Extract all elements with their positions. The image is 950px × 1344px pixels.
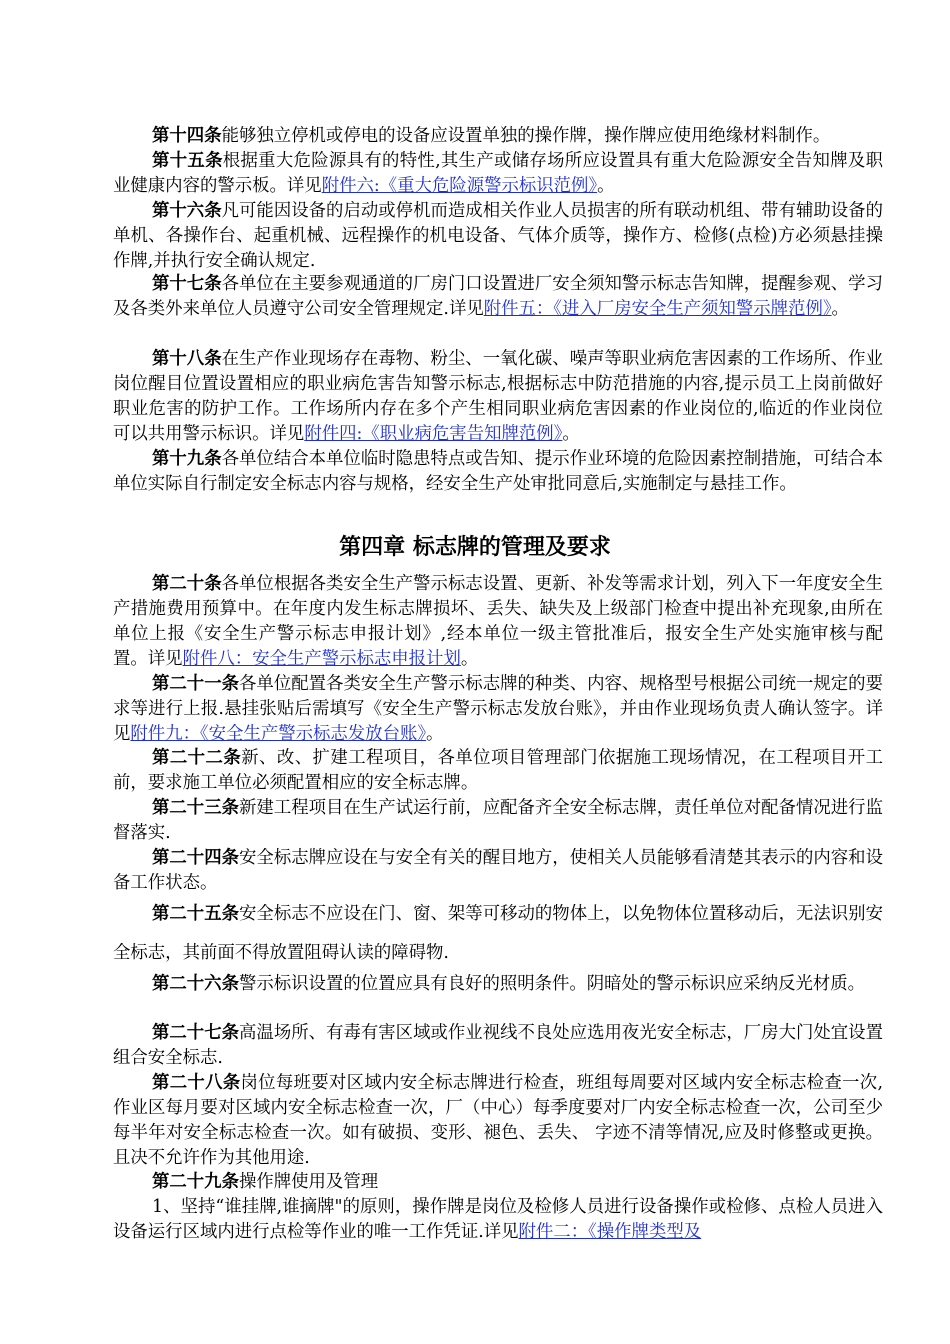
article-label: 第十五条 (152, 151, 223, 171)
annex-link[interactable]: 附件八：安全生产警示标志申报计划 (182, 649, 461, 669)
article-text: 警示标识设置的位置应具有良好的照明条件。阴暗处的警示标识应采纳反光材质。 (238, 974, 866, 994)
article-label: 第二十七条 (152, 1023, 240, 1043)
article-text: 安全标志牌应设在与安全有关的醒目地方，使相关人员能够看清楚其表示的内容和设备工作状态。 (113, 848, 883, 893)
article-23 (113, 796, 883, 846)
article-25 (113, 895, 883, 973)
article-22 (113, 746, 883, 796)
article-text: 操作牌使用及管理 (238, 1172, 379, 1192)
article-text: 凡可能因设备的启动或停机而造成相关作业人员损害的所有联动机组、带有辅助设备的单机、各操作台、起重机械、远程操作的机电设备、气体介质等，操作方、检修(点检)方必须悬挂操作牌,并执行安全确认规定. (113, 201, 883, 271)
annex-link[interactable]: 附件四:《职业病危害告知牌范例》 (304, 424, 563, 444)
article-label: 第二十三条 (152, 798, 240, 818)
article-tail: 。 (597, 176, 615, 196)
article-text: 新、改、扩建工程项目，各单位项目管理部门依据施工现场情况，在工程项目开工前，要求施工单位必须配置相应的安全标志牌。 (113, 748, 883, 793)
annex-link[interactable]: 附件九：《安全生产警示标志发放台账》 (130, 724, 427, 744)
article-text: 岗位每班要对区域内安全标志牌进行检查，班组每周要对区域内安全标志检查一次,作业区每月要对区域内安全标志检查一次，厂（中心）每季度要对厂内安全标志检查一次，公司至少每半年对安全标志检查一次。如有破损、变形、褪色、丢失、 字迹不清等情况,应及时修整或更换。且决不允许作为其他用途. (113, 1073, 883, 1168)
annex-link[interactable]: 附件五：《进入厂房安全生产须知警示牌范例》 (483, 299, 832, 319)
article-label: 第二十一条 (152, 674, 240, 694)
article-28 (113, 1071, 883, 1171)
article-21 (113, 672, 883, 747)
article-text: 在生产作业现场存在毒物、粉尘、一氧化碳、噪声等职业病危害因素的工作场所、作业岗位醒目位置设置相应的职业病危害告知警示标志,根据标志中防范措施的内容,提示员工上岗前做好职业危害的防护工作。工作场所内存在多个产生相同职业病危害因素的作业岗位的,临近的作业岗位可以共用警示标识。详见 (113, 349, 883, 444)
article-24 (113, 846, 883, 896)
annex-link[interactable]: 附件二：《操作牌类型及 (518, 1222, 702, 1242)
article-label: 第十九条 (152, 449, 222, 469)
article-tail: 。 (831, 299, 849, 319)
article-text: 1、坚持“谁挂牌,谁摘牌"的原则，操作牌是岗位及检修人员进行设备操作或检修、点检人员进入设备运行区域内进行点检等作业的唯一工作凭证.详见 (113, 1197, 883, 1242)
article-14 (113, 124, 883, 149)
article-tail: 。 (426, 724, 444, 744)
article-text: 各单位根据各类安全生产警示标志设置、更新、补发等需求计划，列入下一年度安全生产措施费用预算中。在年度内发生标志牌损坏、丢失、缺失及上级部门检查中提出补充现象,由所在单位上报《安全生产警示标志申报计划》,经本单位一级主管批准后，报安全生产处实施审核与配置。详见 (113, 574, 883, 669)
article-text: 根据重大危险源具有的特性,其生产或储存场所应设置具有重大危险源安全告知牌及职业健康内容的警示板。详见 (113, 151, 883, 196)
article-label: 第二十九条 (152, 1172, 239, 1192)
article-19 (113, 447, 883, 497)
article-29 (113, 1170, 883, 1195)
article-label: 第十七条 (152, 274, 222, 294)
article-text: 各单位配置各类安全生产警示标志牌的种类、内容、规格型号根据公司统一规定的要求等进行上报.悬挂张贴后需填写《安全生产警示标志发放台账》，并由作业现场负责人确认签字。详见 (113, 674, 883, 744)
article-label: 第十八条 (152, 349, 222, 369)
article-label: 第二十条 (152, 574, 222, 594)
article-27 (113, 1021, 883, 1071)
article-text: 各单位结合本单位临时隐患特点或告知、提示作业环境的危险因素控制措施，可结合本单位实际自行制定安全标志内容与规格，经安全生产处审批同意后,实施制定与悬挂工作。 (113, 449, 883, 494)
article-15 (113, 149, 883, 199)
article-17 (113, 272, 883, 322)
article-label: 第十四条 (152, 126, 222, 146)
article-label: 第二十八条 (152, 1073, 241, 1093)
article-tail: 。 (460, 649, 479, 669)
article-text: 高温场所、有毒有害区域或作业视线不良处应选用夜光安全标志，厂房大门处宜设置组合安全标志. (113, 1023, 883, 1068)
chapter-title: 第四章 标志牌的管理及要求 (339, 535, 611, 560)
article-text: 能够独立停机或停电的设备应设置单独的操作牌，操作牌应使用绝缘材料制作。 (221, 126, 831, 146)
article-label: 第二十二条 (152, 748, 242, 768)
article-label: 第二十六条 (152, 974, 239, 994)
article-text: 各单位在主要参观通道的厂房门口设置进厂安全须知警示标志告知牌，提醒参观、学习及各类外来单位人员遵守公司安全管理规定.详见 (113, 274, 883, 319)
article-16 (113, 199, 883, 274)
article-label: 第二十五条 (152, 904, 240, 924)
article-label: 第二十四条 (152, 848, 240, 868)
article-tail: 。 (562, 424, 580, 444)
article-text: 安全标志不应设在门、窗、架等可移动的物体上，以免物体位置移动后，无法识别安全标志，其前面不得放置阻碍认读的障碍物. (113, 904, 883, 963)
article-20 (113, 572, 883, 672)
article-26 (113, 972, 883, 997)
article-29-item-1 (113, 1195, 883, 1245)
article-label: 第十六条 (152, 201, 222, 221)
article-text: 新建工程项目在生产试运行前，应配备齐全安全标志牌，责任单位对配备情况进行监督落实. (113, 798, 883, 843)
article-18 (113, 347, 883, 447)
annex-link[interactable]: 附件六:《重大危险源警示标识范例》 (321, 176, 598, 196)
